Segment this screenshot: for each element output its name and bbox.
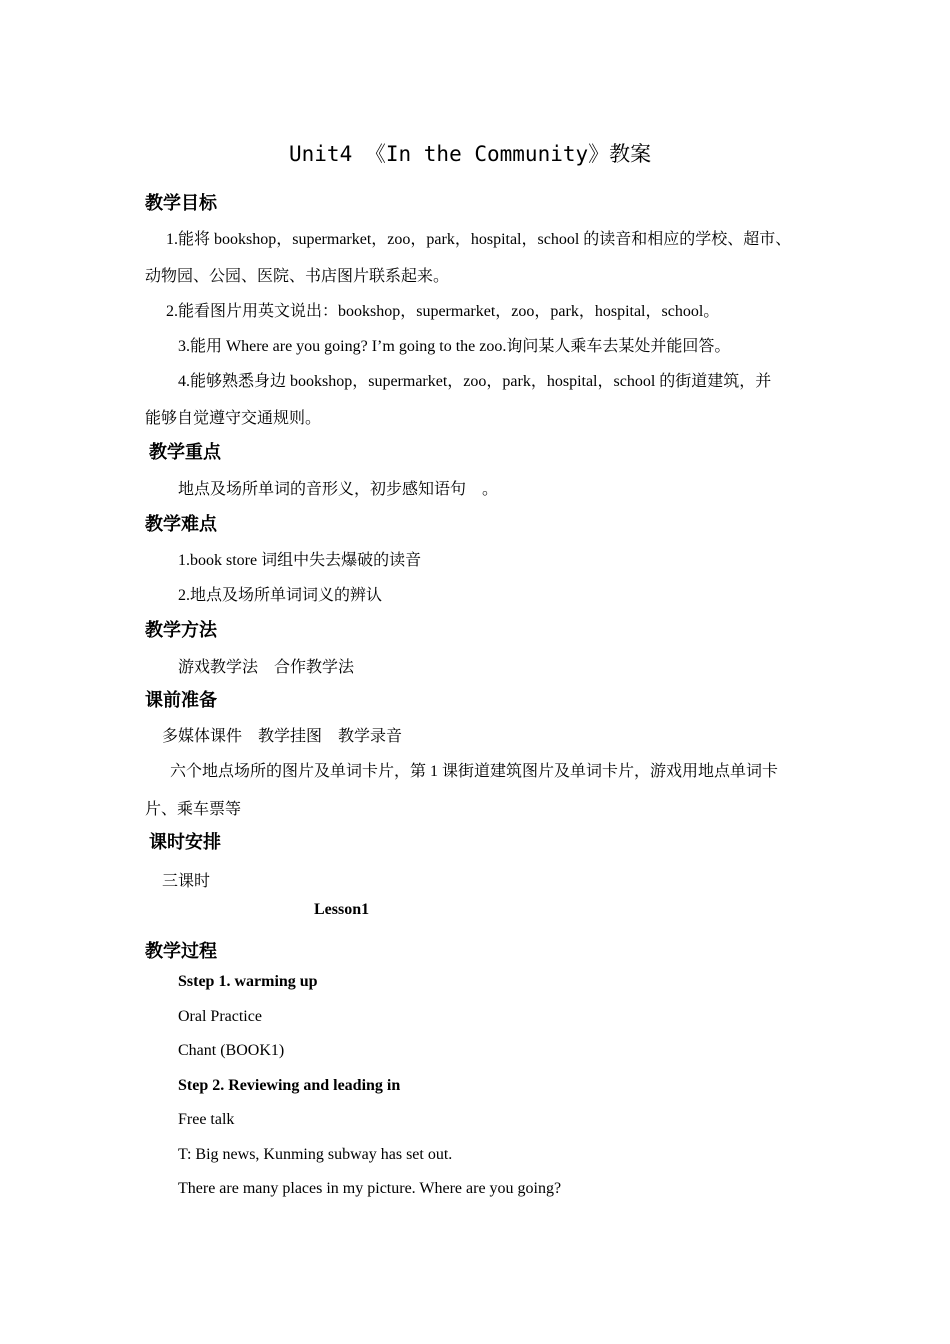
- schedule-line-1: 三课时: [162, 873, 211, 890]
- process-free-talk: Free talk: [178, 1111, 235, 1128]
- method-line-1: 游戏教学法 合作教学法: [178, 659, 355, 676]
- goal-line-4a: 4.能够熟悉身边 bookshop，supermarket，zoo，park，hospital，school 的街道建筑，并: [178, 373, 772, 390]
- section-heading-difficult: 教学难点: [145, 514, 217, 535]
- section-heading-key: 教学重点: [149, 442, 221, 463]
- prep-line-2a: 六个地点场所的图片及单词卡片，第 1 课街道建筑图片及单词卡片，游戏用地点单词卡: [170, 763, 779, 780]
- section-heading-method: 教学方法: [145, 620, 217, 641]
- process-oral-practice: Oral Practice: [178, 1008, 262, 1025]
- difficult-line-1: 1.book store 词组中失去爆破的读音: [178, 552, 422, 569]
- section-heading-process: 教学过程: [145, 941, 217, 962]
- prep-line-1: 多媒体课件 教学挂图 教学录音: [162, 728, 403, 745]
- lesson-title: Lesson1: [314, 901, 370, 918]
- section-heading-prep: 课前准备: [145, 690, 217, 711]
- page-title: Unit4 《In the Community》教案: [289, 142, 652, 166]
- key-line-1: 地点及场所单词的音形义，初步感知语句 。: [178, 481, 499, 498]
- process-chant: Chant (BOOK1): [178, 1042, 285, 1059]
- goal-line-3: 3.能用 Where are you going? I’m going to the zoo.询问某人乘车去某处并能回答。: [178, 338, 731, 355]
- section-heading-schedule: 课时安排: [149, 832, 221, 853]
- process-teacher-line-2: There are many places in my picture. Where are you going?: [178, 1180, 562, 1197]
- goal-line-4b: 能够自觉遵守交通规则。: [145, 410, 322, 427]
- step-1-heading: Sstep 1. warming up: [178, 973, 318, 990]
- step-2-heading: Step 2. Reviewing and leading in: [178, 1077, 401, 1094]
- goal-line-2: 2.能看图片用英文说出：bookshop，supermarket，zoo，park，hospital，school。: [166, 303, 720, 320]
- process-teacher-line-1: T: Big news, Kunming subway has set out.: [178, 1146, 453, 1163]
- prep-line-2b: 片、乘车票等: [145, 801, 242, 818]
- goal-line-1b: 动物园、公园、医院、书店图片联系起来。: [145, 268, 450, 285]
- difficult-line-2: 2.地点及场所单词词义的辨认: [178, 587, 383, 604]
- section-heading-goals: 教学目标: [145, 193, 217, 214]
- goal-line-1a: 1.能将 bookshop，supermarket，zoo，park，hospital，school 的读音和相应的学校、超市、: [166, 231, 792, 248]
